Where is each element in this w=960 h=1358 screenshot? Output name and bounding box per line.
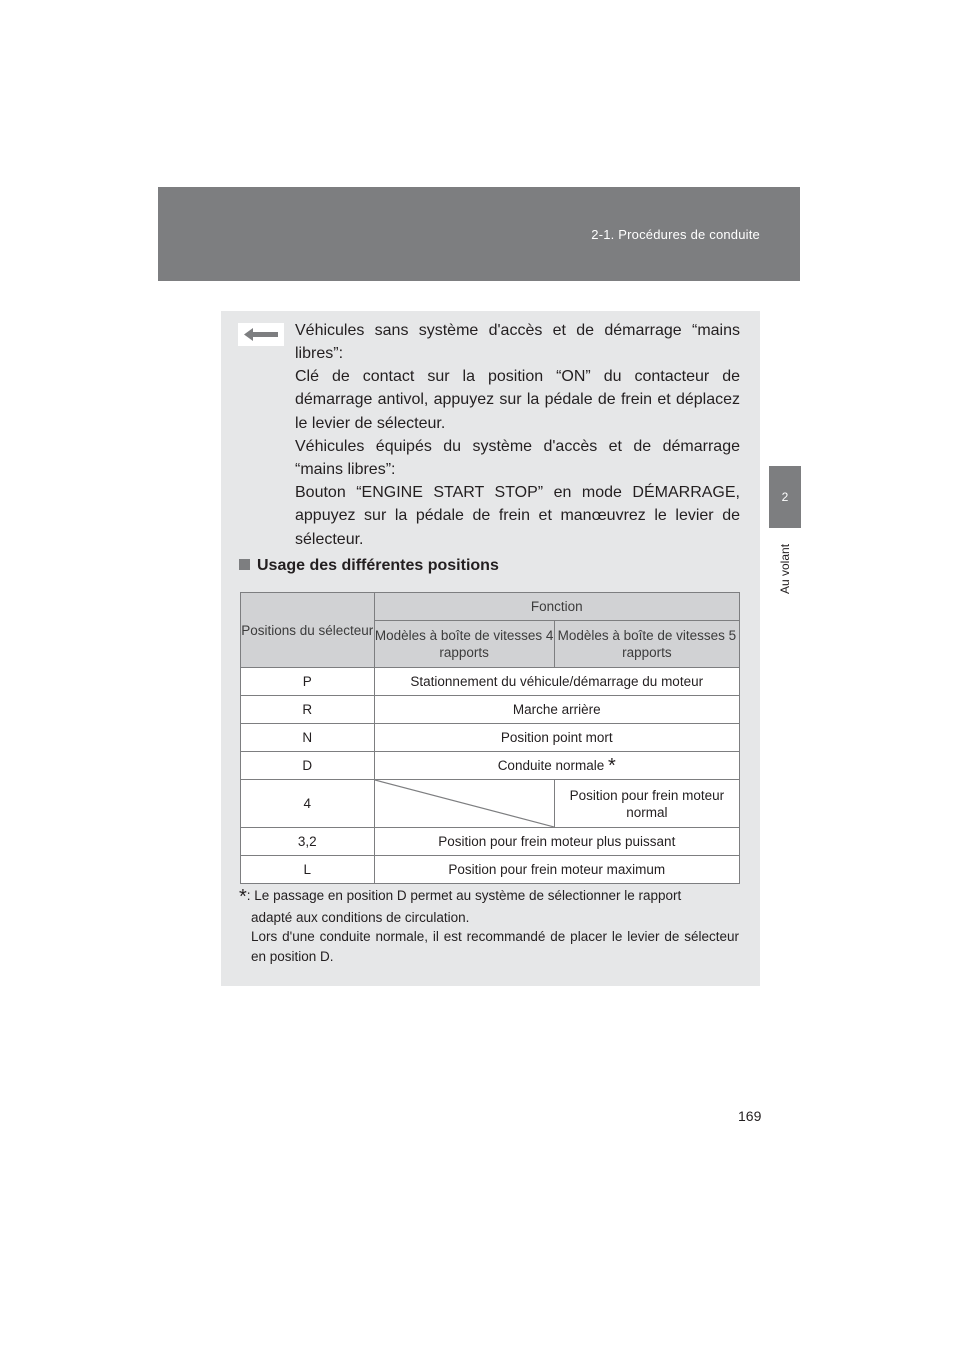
intro-paragraph-1: Véhicules sans système d'accès et de démarrage “mains libres”: <box>295 322 740 363</box>
header-fonction: Fonction <box>374 593 739 621</box>
heading-square-icon <box>239 559 250 570</box>
table-row <box>241 780 740 828</box>
row-position: R <box>241 696 375 724</box>
footnote-star: * <box>608 755 616 777</box>
header-bar <box>158 187 800 281</box>
footnote <box>239 886 739 966</box>
row-function-5-speed: Position pour frein moteur normal <box>554 780 739 828</box>
footnote-mark: * <box>239 886 247 908</box>
table-row <box>241 752 740 780</box>
row-position: L <box>241 856 375 884</box>
content-box <box>221 311 760 986</box>
diagonal-line <box>375 780 554 827</box>
intro-paragraph-2: Clé de contact sur la position “ON” du contacteur de démarrage antivol, appuyez sur la pédale de frein et déplacez le levier de sélecteur. <box>295 368 740 432</box>
footnote-line-1: : Le passage en position D permet au système de sélectionner le rapport <box>246 888 682 903</box>
header-4-speed: Modèles à boîte de vitesses 4 rapports <box>374 621 554 668</box>
row-position: D <box>241 752 375 780</box>
row-function-text: Conduite normale <box>497 758 605 773</box>
row-function <box>374 752 739 780</box>
row-position: P <box>241 668 375 696</box>
table-row <box>241 668 740 696</box>
row-position: 4 <box>241 780 375 828</box>
section-heading <box>239 557 499 575</box>
section-title: 2-1. Procédures de conduite <box>591 227 760 242</box>
section-heading-text: Usage des différentes positions <box>257 557 499 574</box>
table-row <box>241 828 740 856</box>
intro-paragraph-3: Véhicules équipés du système d'accès et de démarrage “mains libres”: <box>295 438 740 479</box>
table-row <box>241 724 740 752</box>
footnote-line-2: adapté aux conditions de circulation. <box>251 909 470 925</box>
header-5-speed: Modèles à boîte de vitesses 5 rapports <box>554 621 739 668</box>
page-number: 169 <box>738 1108 762 1124</box>
not-applicable-cell <box>374 780 554 828</box>
positions-table <box>240 592 740 884</box>
row-function: Position point mort <box>374 724 739 752</box>
chapter-tab[interactable] <box>769 466 801 528</box>
table-row <box>241 856 740 884</box>
row-position: N <box>241 724 375 752</box>
row-function: Position pour frein moteur plus puissant <box>374 828 739 856</box>
row-function: Stationnement du véhicule/démarrage du moteur <box>374 668 739 696</box>
row-function: Position pour frein moteur maximum <box>374 856 739 884</box>
chapter-label: Au volant <box>778 543 792 595</box>
back-button[interactable] <box>238 323 284 346</box>
intro-paragraph-4: Bouton “ENGINE START STOP” en mode DÉMARRAGE, appuyez sur la pédale de frein et manœuvrez le levier de sélecteur. <box>295 484 740 548</box>
back-arrow-icon <box>244 328 278 341</box>
chapter-number: 2 <box>781 490 789 504</box>
row-function: Marche arrière <box>374 696 739 724</box>
header-positions: Positions du sélecteur <box>241 593 375 668</box>
footnote-line-3: Lors d'une conduite normale, il est recommandé de placer le levier de sélecteur en position D. <box>251 929 739 964</box>
row-position: 3,2 <box>241 828 375 856</box>
table-row <box>241 696 740 724</box>
